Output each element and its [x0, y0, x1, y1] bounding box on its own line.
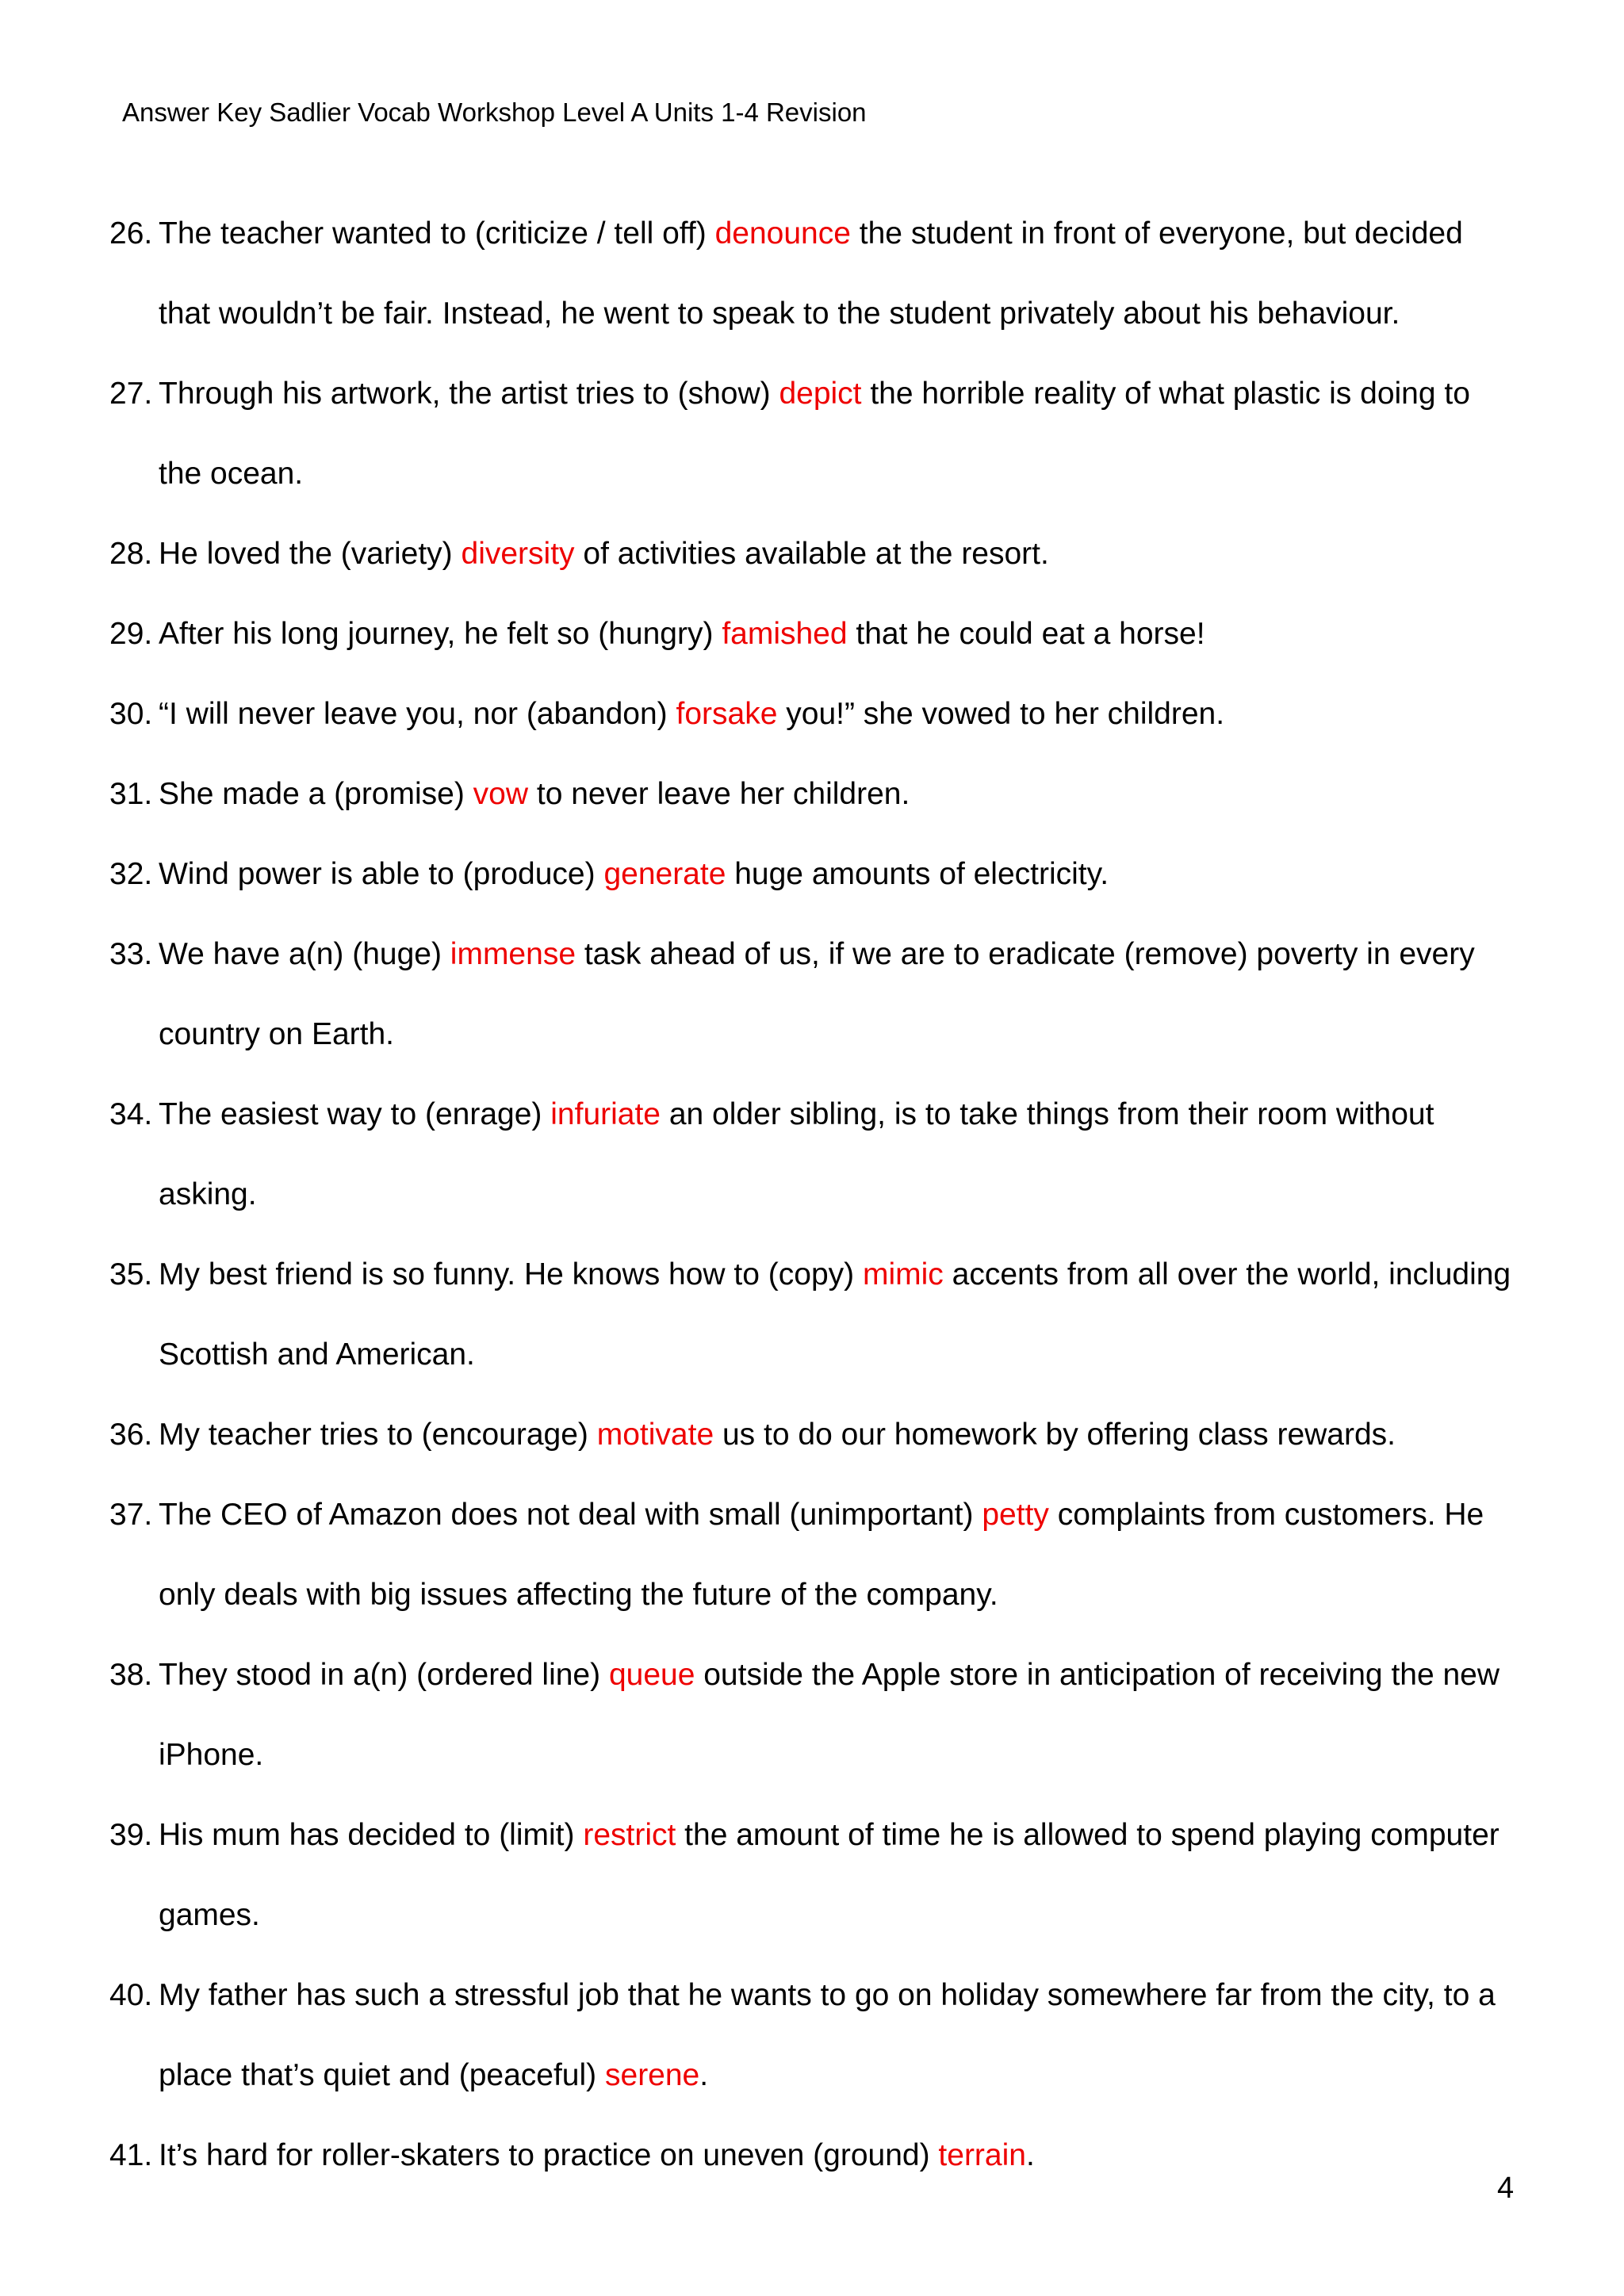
item-number: 32. [109, 857, 153, 891]
list-item [109, 754, 1521, 834]
sentence-after: an older sibling, is to take things from their room without asking. [159, 1097, 1434, 1211]
item-number: 34. [109, 1097, 153, 1131]
list-item [109, 594, 1521, 674]
item-number: 40. [109, 1978, 153, 2012]
item-number: 36. [109, 1418, 153, 1452]
sentence-after: . [699, 2058, 709, 2092]
answer-word: famished [722, 617, 848, 651]
answer-word: forsake [676, 697, 778, 731]
sentence-before: After his long journey, he felt so (hungry) [159, 617, 722, 651]
sentence-after: the student in front of everyone, but decided that wouldn’t be fair. Instead, he went to speak to the student privately about his behaviour. [159, 216, 1463, 331]
list-item [109, 1475, 1521, 1635]
document-header: Answer Key Sadlier Vocab Workshop Level A Units 1-4 Revision [122, 98, 867, 127]
answer-word: denounce [714, 216, 851, 251]
answer-word: restrict [583, 1818, 676, 1852]
sentence-after: us to do our homework by offering class rewards. [714, 1418, 1396, 1452]
item-number: 31. [109, 777, 153, 811]
sentence-before: It’s hard for roller-skaters to practice on uneven (ground) [159, 2138, 939, 2172]
sentence-after: the horrible reality of what plastic is doing to the ocean. [159, 377, 1470, 491]
answer-list [109, 193, 1521, 2195]
sentence-before: My teacher tries to (encourage) [159, 1418, 597, 1452]
sentence-before: My father has such a stressful job that he wants to go on holiday somewhere far from the city, to a place that’s quiet and (peaceful) [159, 1978, 1496, 2092]
answer-word: infuriate [550, 1097, 661, 1131]
sentence-after: that he could eat a horse! [847, 617, 1205, 651]
sentence-before: The CEO of Amazon does not deal with small (unimportant) [159, 1498, 982, 1532]
list-item [109, 354, 1521, 514]
sentence-before: She made a (promise) [159, 777, 473, 811]
sentence-after: outside the Apple store in anticipation of receiving the new iPhone. [159, 1658, 1500, 1772]
item-number: 29. [109, 617, 153, 651]
list-item [109, 193, 1521, 354]
sentence-after: complaints from customers. He only deals with big issues affecting the future of the company. [159, 1498, 1484, 1612]
list-item [109, 1074, 1521, 1234]
item-number: 26. [109, 216, 153, 251]
sentence-before: They stood in a(n) (ordered line) [159, 1658, 609, 1692]
item-number: 41. [109, 2138, 153, 2172]
sentence-after: accents from all over the world, including Scottish and American. [159, 1257, 1511, 1372]
page-number: 4 [1497, 2172, 1515, 2205]
sentence-after: to never leave her children. [528, 777, 910, 811]
sentence-before: His mum has decided to (limit) [159, 1818, 584, 1852]
list-item [109, 674, 1521, 754]
answer-word: motivate [596, 1418, 714, 1452]
sentence-after: you!” she vowed to her children. [777, 697, 1225, 731]
answer-word: petty [982, 1498, 1049, 1532]
sentence-before: Wind power is able to (produce) [159, 857, 604, 891]
list-item [109, 514, 1521, 594]
item-number: 27. [109, 377, 153, 411]
answer-word: terrain [938, 2138, 1026, 2172]
list-item [109, 1395, 1521, 1475]
item-number: 37. [109, 1498, 153, 1532]
list-item [109, 1635, 1521, 1795]
item-number: 38. [109, 1658, 153, 1692]
sentence-after: of activities available at the resort. [574, 537, 1049, 571]
answer-word: mimic [862, 1257, 944, 1292]
list-item [109, 1234, 1521, 1395]
answer-word: diversity [461, 537, 575, 571]
item-number: 30. [109, 697, 153, 731]
answer-word: vow [473, 777, 529, 811]
sentence-before: He loved the (variety) [159, 537, 462, 571]
answer-word: serene [605, 2058, 700, 2092]
answer-word: immense [450, 937, 576, 971]
sentence-after: the amount of time he is allowed to spend playing computer games. [159, 1818, 1500, 1932]
sentence-before: My best friend is so funny. He knows how to (copy) [159, 1257, 863, 1292]
item-number: 33. [109, 937, 153, 971]
answer-word: depict [779, 377, 862, 411]
sentence-after: . [1025, 2138, 1035, 2172]
list-item [109, 834, 1521, 914]
item-number: 39. [109, 1818, 153, 1852]
list-item [109, 1955, 1521, 2115]
sentence-before: “I will never leave you, nor (abandon) [159, 697, 676, 731]
item-number: 35. [109, 1257, 153, 1292]
answer-word: generate [603, 857, 726, 891]
sentence-before: The teacher wanted to (criticize / tell off) [159, 216, 715, 251]
list-item [109, 2115, 1521, 2195]
list-item [109, 914, 1521, 1074]
sentence-after: task ahead of us, if we are to eradicate (remove) poverty in every country on Earth. [159, 937, 1475, 1051]
item-number: 28. [109, 537, 153, 571]
sentence-after: huge amounts of electricity. [726, 857, 1109, 891]
sentence-before: We have a(n) (huge) [159, 937, 450, 971]
sentence-before: The easiest way to (enrage) [159, 1097, 551, 1131]
list-item [109, 1795, 1521, 1955]
answer-word: queue [608, 1658, 695, 1692]
sentence-before: Through his artwork, the artist tries to (show) [159, 377, 779, 411]
